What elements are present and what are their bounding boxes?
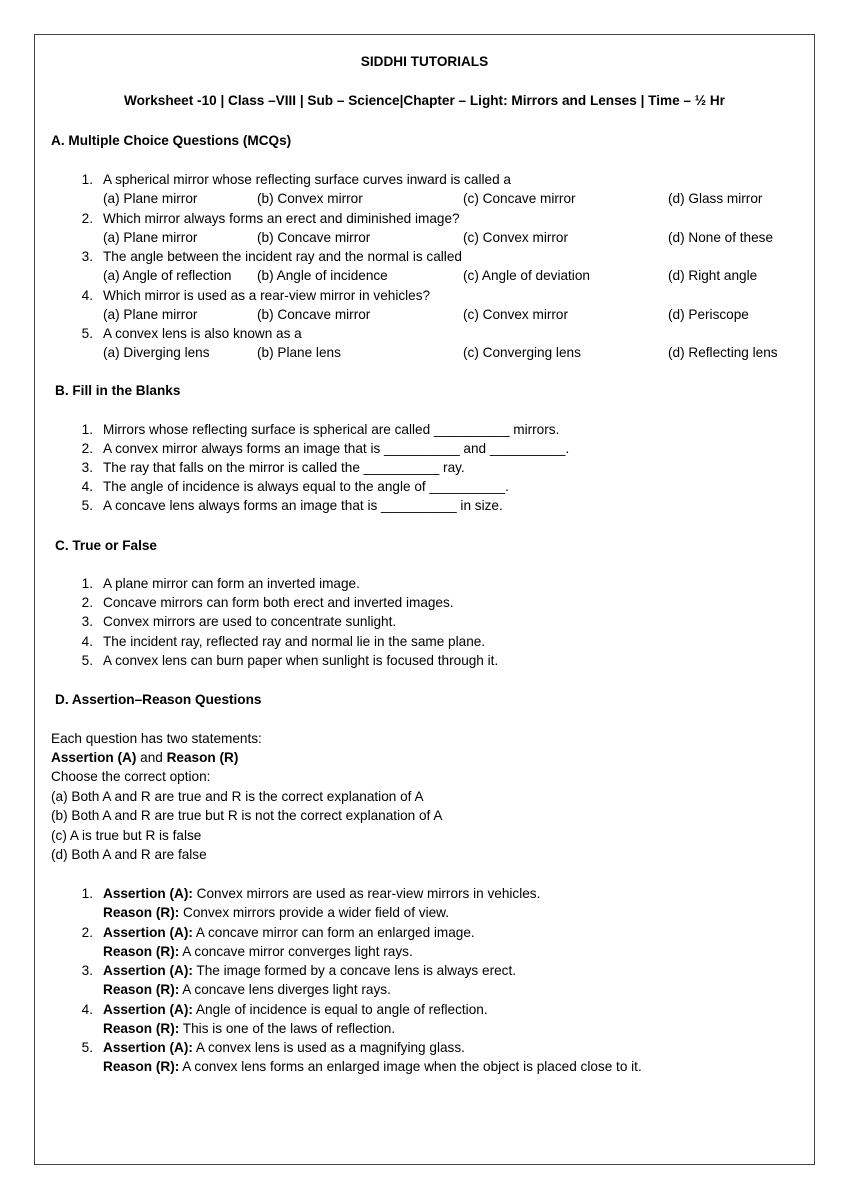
tf-item-text: Concave mirrors can form both erect and inverted images. bbox=[103, 595, 454, 611]
assertion-text: Convex mirrors are used as rear-view mirrors in vehicles. bbox=[192, 886, 541, 901]
section-b-heading: B. Fill in the Blanks bbox=[55, 383, 181, 398]
reason-label: Reason (R): bbox=[103, 905, 180, 920]
fill-item-text: A concave lens always forms an image that is __________ in size. bbox=[103, 498, 503, 513]
item-number: 1. bbox=[81, 576, 93, 591]
item-number: 5. bbox=[81, 1040, 93, 1055]
reason-label: Reason (R): bbox=[103, 1020, 180, 1036]
option-b: (b) Concave mirror bbox=[257, 229, 371, 245]
ar-choose-line: Choose the correct option: bbox=[51, 769, 211, 784]
question-text: A convex lens is also known as a bbox=[103, 326, 302, 341]
reason-text: Convex mirrors provide a wider field of view. bbox=[179, 905, 449, 920]
question-number: 1. bbox=[81, 172, 93, 187]
assertion-line bbox=[103, 961, 516, 980]
reason-line bbox=[103, 980, 391, 999]
option-c: (c) Converging lens bbox=[463, 345, 581, 360]
reason-line bbox=[103, 1057, 642, 1076]
reason-label: Reason (R): bbox=[103, 982, 180, 997]
question-number: 3. bbox=[81, 249, 93, 264]
option-b: (b) Convex mirror bbox=[257, 191, 363, 206]
item-number: 5. bbox=[81, 652, 93, 668]
item-number: 2. bbox=[81, 924, 93, 940]
assertion-label: Assertion (A): bbox=[103, 963, 193, 978]
reason-text: A concave lens diverges light rays. bbox=[179, 982, 391, 997]
assertion-label: Assertion (A): bbox=[103, 886, 193, 901]
fill-item-text: Mirrors whose reflecting surface is spherical are called __________ mirrors. bbox=[103, 422, 560, 437]
question-number: 5. bbox=[81, 326, 93, 341]
assertion-text: A concave mirror can form an enlarged image. bbox=[192, 924, 475, 940]
assertion-line bbox=[103, 1038, 465, 1057]
question-text: Which mirror always forms an erect and diminished image? bbox=[103, 210, 460, 226]
ar-option-c: (c) A is true but R is false bbox=[51, 827, 202, 843]
item-number: 2. bbox=[81, 595, 93, 611]
fill-item-text: The ray that falls on the mirror is called the __________ ray. bbox=[103, 460, 465, 475]
assertion-text: Angle of incidence is equal to angle of reflection. bbox=[192, 1001, 488, 1017]
option-a: (a) Diverging lens bbox=[103, 345, 210, 360]
option-a: (a) Plane mirror bbox=[103, 229, 198, 245]
item-number: 1. bbox=[81, 422, 93, 437]
option-c: (c) Angle of deviation bbox=[463, 268, 590, 283]
worksheet-subtitle: Worksheet -10 | Class –VIII | Sub – Science|Chapter – Light: Mirrors and Lenses | Time – ½ Hr bbox=[124, 93, 725, 108]
option-b: (b) Plane lens bbox=[257, 345, 341, 360]
reason-label: Reason (R): bbox=[103, 943, 180, 959]
tf-item-text: A plane mirror can form an inverted image. bbox=[103, 576, 360, 591]
tf-item-text: A convex lens can burn paper when sunlight is focused through it. bbox=[103, 652, 499, 668]
fill-item-text: The angle of incidence is always equal to the angle of __________. bbox=[103, 479, 509, 494]
item-number: 3. bbox=[81, 614, 93, 630]
item-number: 4. bbox=[81, 633, 93, 649]
option-b: (b) Concave mirror bbox=[257, 306, 371, 322]
assertion-line bbox=[103, 1000, 488, 1019]
item-number: 4. bbox=[81, 1001, 93, 1017]
ar-intro-line: Each question has two statements: bbox=[51, 731, 262, 746]
reason-line bbox=[103, 1019, 395, 1038]
question-text: A spherical mirror whose reflecting surface curves inward is called a bbox=[103, 172, 511, 187]
tf-item-text: Convex mirrors are used to concentrate sunlight. bbox=[103, 614, 397, 630]
section-a-heading: A. Multiple Choice Questions (MCQs) bbox=[51, 133, 292, 148]
option-d: (d) Glass mirror bbox=[668, 191, 763, 206]
assertion-line bbox=[103, 884, 540, 903]
option-d: (d) Reflecting lens bbox=[668, 345, 778, 360]
reason-text: A concave mirror converges light rays. bbox=[179, 943, 413, 959]
option-a: (a) Plane mirror bbox=[103, 306, 198, 322]
option-a: (a) Angle of reflection bbox=[103, 268, 232, 283]
option-c: (c) Convex mirror bbox=[463, 229, 568, 245]
option-b: (b) Angle of incidence bbox=[257, 268, 388, 283]
item-number: 4. bbox=[81, 479, 93, 494]
item-number: 3. bbox=[81, 963, 93, 978]
reason-text: This is one of the laws of reflection. bbox=[179, 1020, 396, 1036]
option-d: (d) Periscope bbox=[668, 306, 749, 322]
option-d: (d) Right angle bbox=[668, 268, 758, 283]
ar-intro-reason: Reason (R) bbox=[166, 750, 239, 765]
assertion-text: The image formed by a concave lens is always erect. bbox=[192, 963, 517, 978]
reason-text: A convex lens forms an enlarged image when the object is placed close to it. bbox=[179, 1059, 642, 1074]
question-text: The angle between the incident ray and the normal is called bbox=[103, 249, 462, 264]
assertion-text: A convex lens is used as a magnifying glass. bbox=[192, 1040, 465, 1055]
option-c: (c) Convex mirror bbox=[463, 306, 568, 322]
assertion-line bbox=[103, 923, 475, 942]
option-a: (a) Plane mirror bbox=[103, 191, 198, 206]
option-c: (c) Concave mirror bbox=[463, 191, 576, 206]
question-text: Which mirror is used as a rear-view mirror in vehicles? bbox=[103, 287, 431, 303]
item-number: 3. bbox=[81, 460, 93, 475]
tf-item-text: The incident ray, reflected ray and normal lie in the same plane. bbox=[103, 633, 486, 649]
ar-intro-and: and bbox=[136, 750, 167, 765]
option-d: (d) None of these bbox=[668, 229, 774, 245]
assertion-label: Assertion (A): bbox=[103, 1040, 193, 1055]
assertion-label: Assertion (A): bbox=[103, 1001, 193, 1017]
reason-line bbox=[103, 942, 413, 961]
fill-item-text: A convex mirror always forms an image that is __________ and __________. bbox=[103, 441, 570, 456]
ar-intro-assertion: Assertion (A) bbox=[51, 750, 137, 765]
item-number: 5. bbox=[81, 498, 93, 513]
question-number: 2. bbox=[81, 210, 93, 226]
ar-intro-statements bbox=[51, 748, 238, 767]
reason-line bbox=[103, 903, 449, 922]
ar-option-b: (b) Both A and R are true but R is not the correct explanation of A bbox=[51, 808, 443, 824]
section-d-heading: D. Assertion–Reason Questions bbox=[55, 692, 262, 707]
ar-option-a: (a) Both A and R are true and R is the correct explanation of A bbox=[51, 789, 424, 804]
ar-option-d: (d) Both A and R are false bbox=[51, 846, 207, 862]
item-number: 2. bbox=[81, 441, 93, 456]
assertion-label: Assertion (A): bbox=[103, 924, 193, 940]
question-number: 4. bbox=[81, 287, 93, 303]
item-number: 1. bbox=[81, 886, 93, 901]
reason-label: Reason (R): bbox=[103, 1059, 180, 1074]
section-c-heading: C. True or False bbox=[55, 538, 157, 553]
page-title: SIDDHI TUTORIALS bbox=[360, 54, 489, 69]
